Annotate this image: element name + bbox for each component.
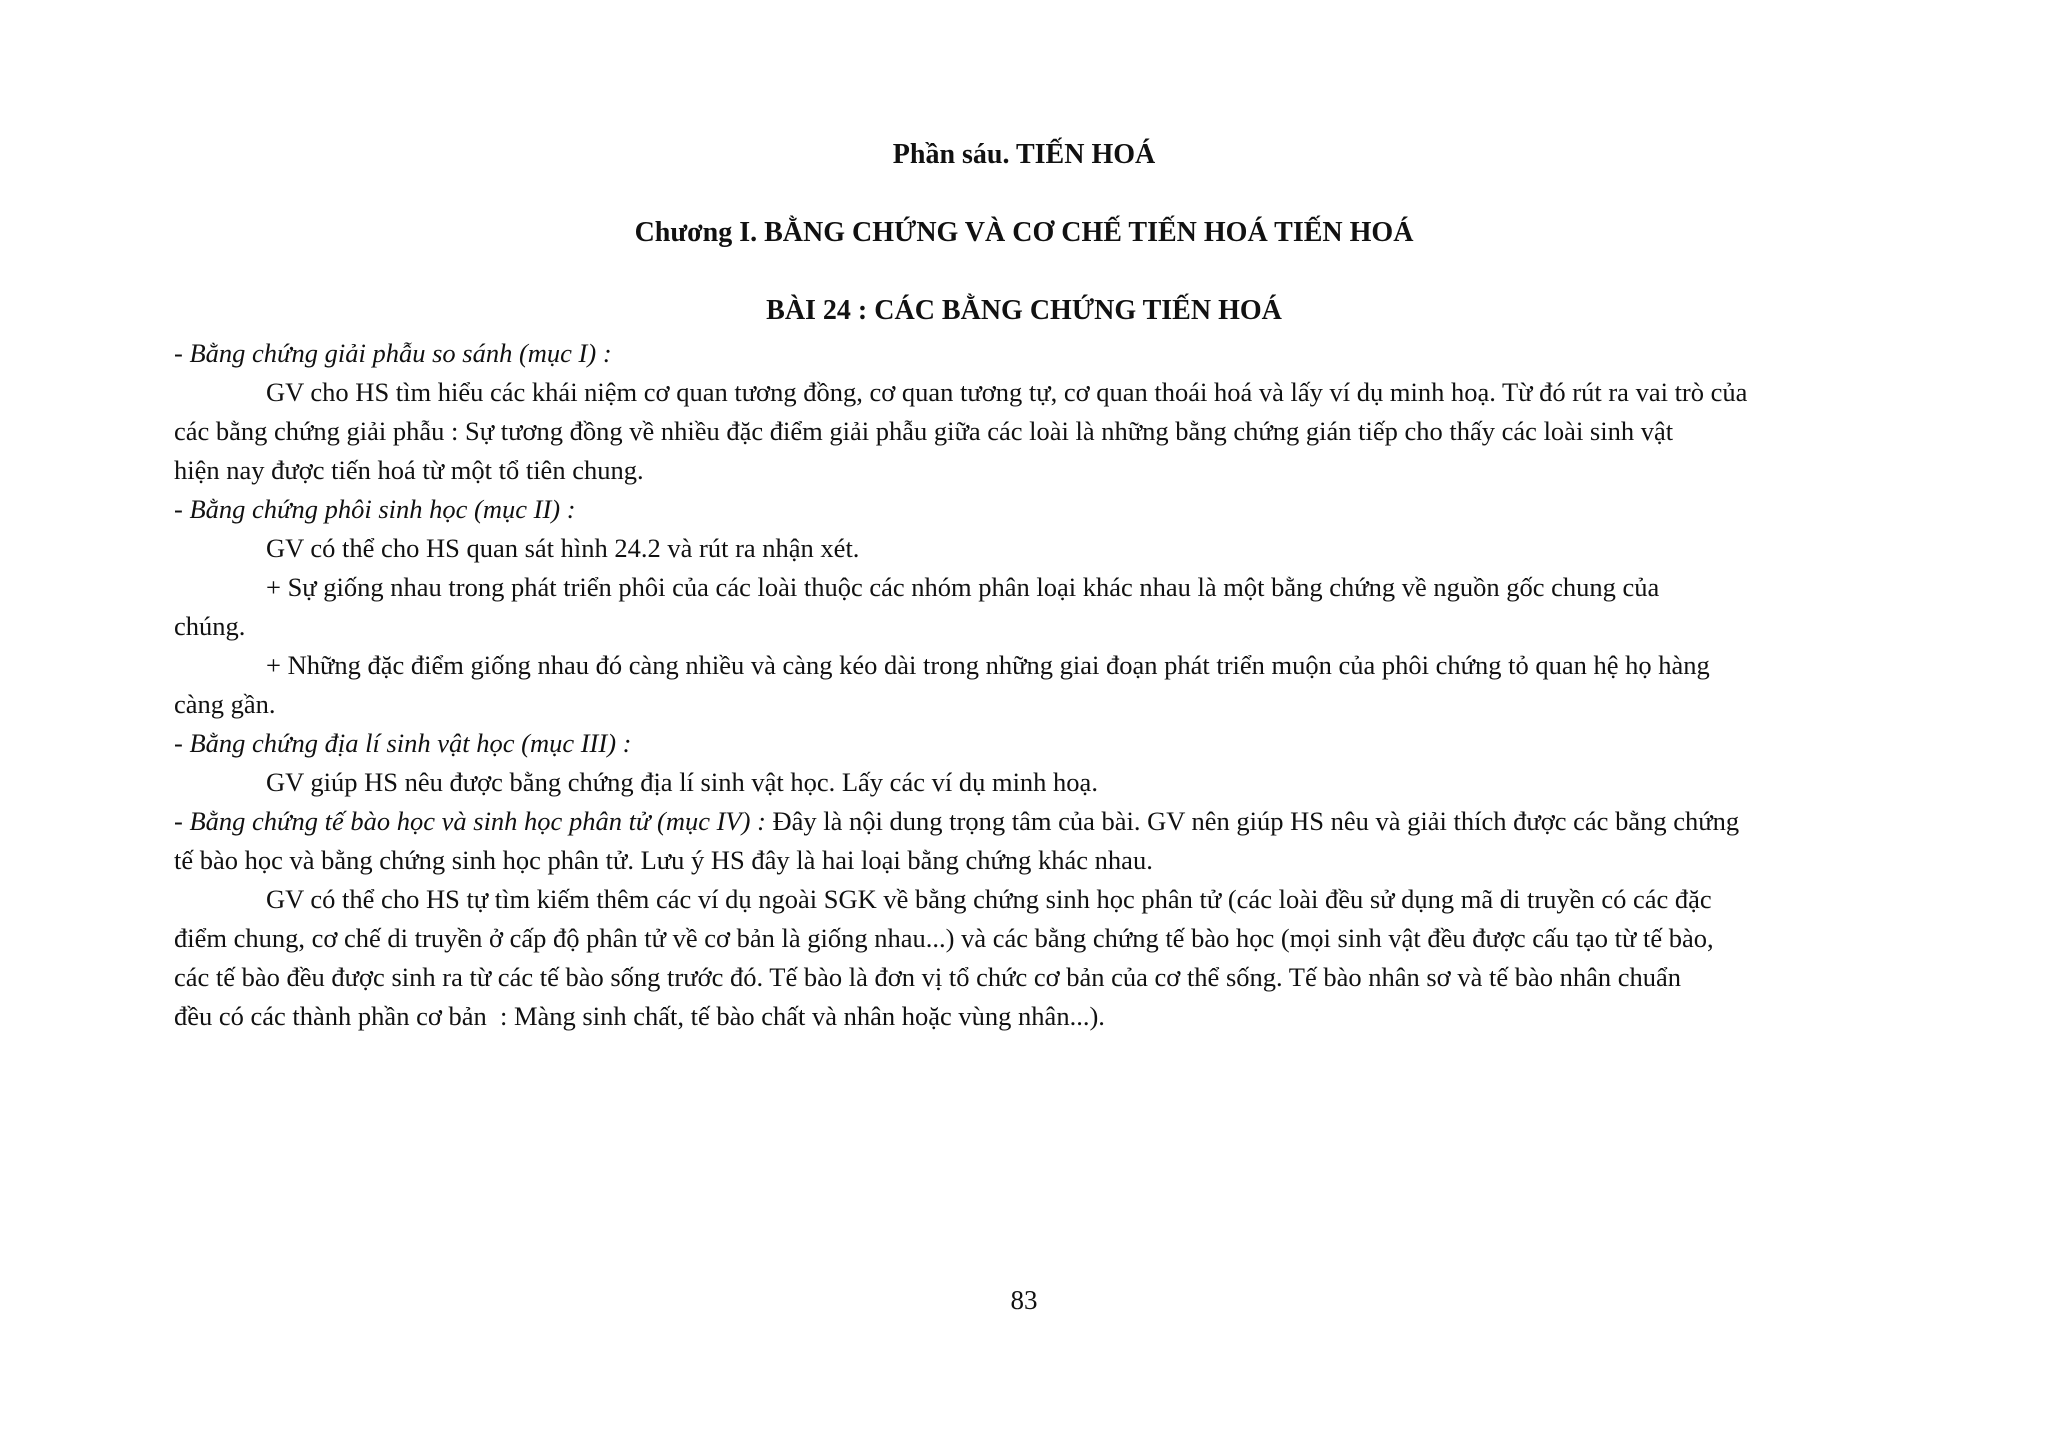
part-title: Phần sáu. TIẾN HOÁ [892, 139, 1156, 170]
paragraph-line: + Sự giống nhau trong phát triển phôi của các loài thuộc các nhóm phân loại khác nhau là một bằng chứng về nguồn gốc chung của [266, 572, 1660, 602]
paragraph-text: Đây là nội dung trọng tâm của bài. GV nên giúp HS nêu và giải thích được các bằng chứng [765, 806, 1740, 836]
section-molecular-line [174, 802, 1920, 841]
chapter-title: Chương I. BẰNG CHỨNG VÀ CƠ CHẾ TIẾN HOÁ TIẾN HOÁ [634, 217, 1414, 248]
paragraph-line: tế bào học và bằng chứng sinh học phân tử. Lưu ý HS đây là hai loại bằng chứng khác nhau. [174, 845, 1153, 875]
paragraph-line: các bằng chứng giải phẫu : Sự tương đồng về nhiều đặc điểm giải phẫu giữa các loài là những bằng chứng gián tiếp cho thấy các loài sinh vật [174, 416, 1674, 446]
paragraph-line: điểm chung, cơ chế di truyền ở cấp độ phân tử về cơ bản là giống nhau...) và các bằng chứng tế bào học (mọi sinh vật đều được cấu tạo từ tế bào, [174, 923, 1714, 953]
paragraph-line: đều có các thành phần cơ bản : Màng sinh chất, tế bào chất và nhân hoặc vùng nhân...). [174, 1001, 1105, 1031]
paragraph-line: GV giúp HS nêu được bằng chứng địa lí sinh vật học. Lấy các ví dụ minh hoạ. [266, 767, 1098, 797]
section-heading-anatomy: - Bằng chứng giải phẫu so sánh (mục I) : [174, 338, 612, 368]
section-heading-embryology: - Bằng chứng phôi sinh học (mục II) : [174, 494, 576, 524]
section-heading-biogeography: - Bằng chứng địa lí sinh vật học (mục III) : [174, 728, 632, 758]
paragraph-line: hiện nay được tiến hoá từ một tổ tiên chung. [174, 455, 644, 485]
paragraph-line: các tế bào đều được sinh ra từ các tế bào sống trước đó. Tế bào là đơn vị tổ chức cơ bản của cơ thể sống. Tế bào nhân sơ và tế bào nhân chuẩn [174, 962, 1682, 992]
paragraph-line: GV có thể cho HS quan sát hình 24.2 và rút ra nhận xét. [266, 533, 860, 563]
paragraph-line: càng gần. [174, 689, 276, 719]
paragraph-line: chúng. [174, 611, 246, 641]
section-heading-molecular: - Bằng chứng tế bào học và sinh học phân tử (mục IV) : [174, 806, 766, 836]
lesson-body [174, 334, 1920, 1036]
page-number: 83 [1010, 1285, 1038, 1315]
lesson-title: BÀI 24 : CÁC BẰNG CHỨNG TIẾN HOÁ [766, 295, 1282, 326]
paragraph-line: GV có thể cho HS tự tìm kiếm thêm các ví dụ ngoài SGK về bằng chứng sinh học phân tử (các loài đều sử dụng mã di truyền có các đặc [266, 884, 1712, 914]
paragraph-line: + Những đặc điểm giống nhau đó càng nhiều và càng kéo dài trong những giai đoạn phát triển muộn của phôi chứng tỏ quan hệ họ hàng [266, 650, 1710, 680]
paragraph-line: GV cho HS tìm hiểu các khái niệm cơ quan tương đồng, cơ quan tương tự, cơ quan thoái hoá và lấy ví dụ minh hoạ. Từ đó rút ra vai trò của [266, 377, 1748, 407]
